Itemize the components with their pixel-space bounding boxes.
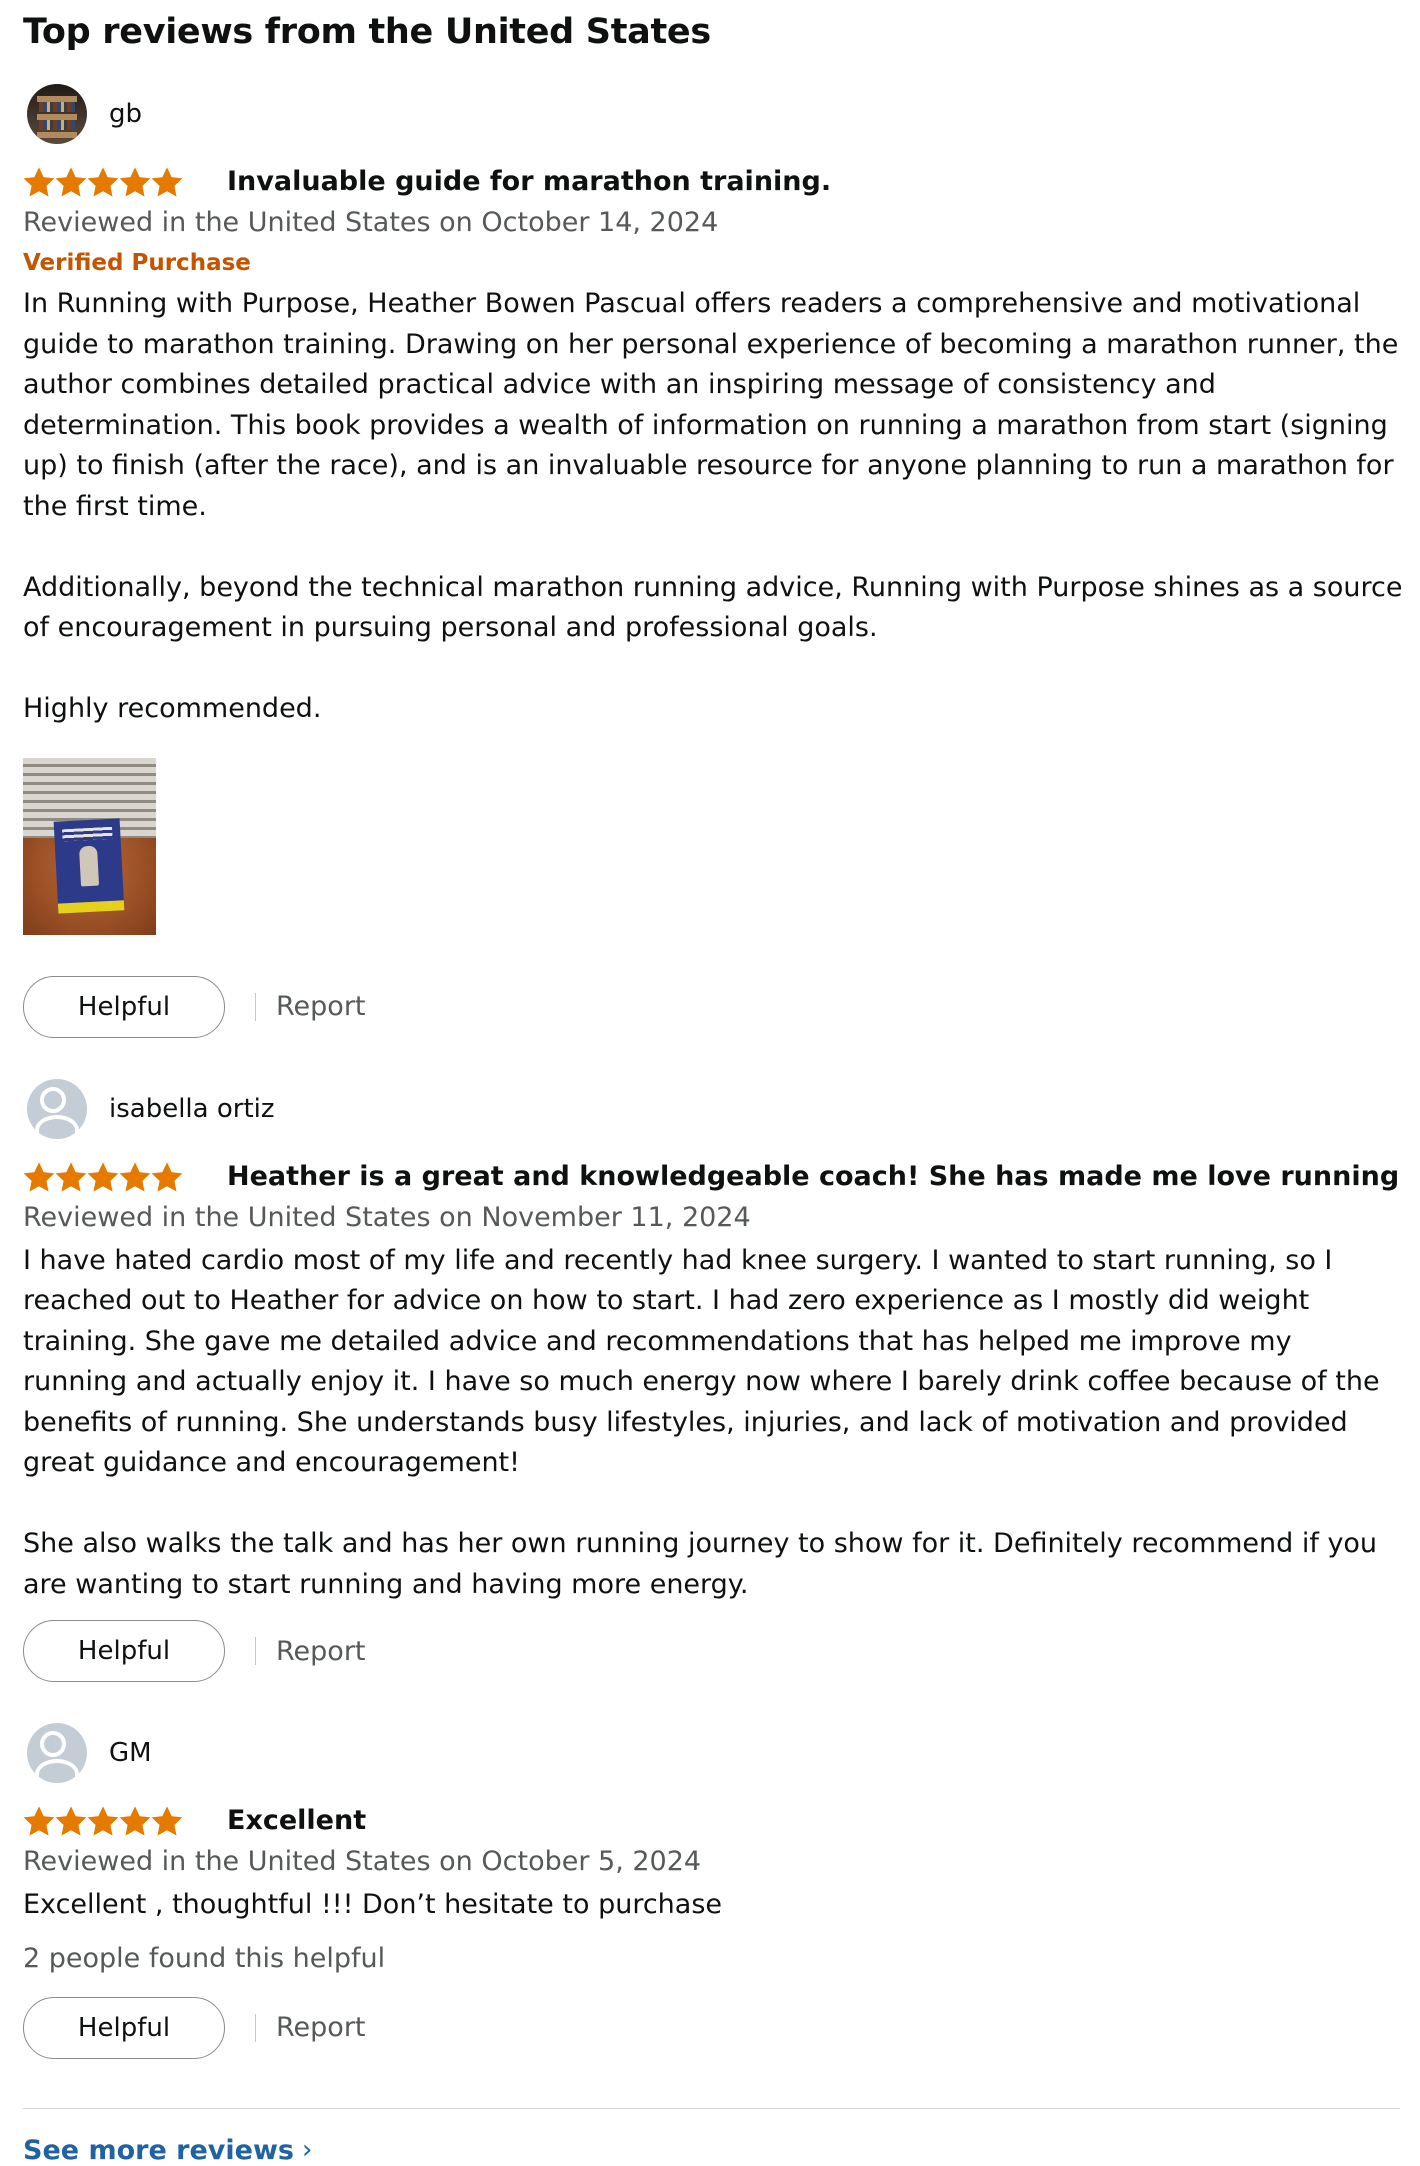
report-link[interactable]: Report — [276, 991, 366, 1022]
section-title: Top reviews from the United States — [23, 12, 711, 52]
divider — [255, 1637, 256, 1665]
helpful-button[interactable]: Helpful — [23, 1997, 225, 2059]
reviewer-name[interactable]: GM — [109, 1738, 152, 1768]
reviewer-profile[interactable] — [27, 1721, 1397, 1785]
review-actions — [23, 975, 1397, 1039]
star-icon — [151, 1162, 183, 1192]
star-icon — [119, 1806, 151, 1836]
star-icon — [151, 167, 183, 197]
star-icon — [55, 167, 87, 197]
star-rating[interactable] — [23, 1162, 183, 1192]
verified-purchase-badge[interactable]: Verified Purchase — [23, 250, 251, 276]
review-body — [23, 1241, 1403, 1606]
see-more-reviews-link[interactable] — [23, 2135, 1397, 2166]
review-body — [23, 1885, 1403, 1926]
chevron-right-icon: › — [302, 2135, 313, 2165]
review-actions — [23, 1996, 1397, 2060]
review-paragraph: Highly recommended. — [23, 693, 322, 724]
review-paragraph: She also walks the talk and has her own running journey to show for it. Definitely recommend if you are wanting to start running and having more energy. — [23, 1528, 1378, 1600]
reviewer-name[interactable]: isabella ortiz — [109, 1093, 275, 1124]
star-icon — [23, 1806, 55, 1836]
star-icon — [151, 1806, 183, 1836]
review-body — [23, 284, 1403, 730]
review-paragraph: Additionally, beyond the technical marathon running advice, Running with Purpose shines as a source of encouragement in pursuing personal and professional goals. — [23, 571, 1403, 643]
helpful-button[interactable]: Helpful — [23, 976, 225, 1038]
star-rating[interactable] — [23, 167, 183, 197]
report-link[interactable]: Report — [276, 2012, 366, 2043]
star-icon — [87, 1806, 119, 1836]
review — [23, 1721, 1397, 2060]
avatar[interactable] — [27, 1723, 87, 1783]
star-icon — [55, 1806, 87, 1836]
review-image-thumbnail[interactable] — [23, 758, 156, 935]
star-icon — [119, 1162, 151, 1192]
review-date: Reviewed in the United States on October 14, 2024 — [23, 207, 719, 238]
review-title[interactable]: Excellent — [227, 1805, 367, 1836]
review-date: Reviewed in the United States on October 5, 2024 — [23, 1846, 702, 1877]
review-paragraph: Excellent , thoughtful !!! Don’t hesitate to purchase — [23, 1889, 723, 1920]
review-actions — [23, 1619, 1397, 1683]
star-icon — [23, 167, 55, 197]
review-title[interactable]: Invaluable guide for marathon training. — [227, 166, 832, 197]
star-icon — [87, 167, 119, 197]
star-rating[interactable] — [23, 1806, 183, 1836]
reviewer-name[interactable]: gb — [109, 99, 143, 129]
helpful-count: 2 people found this helpful — [23, 1942, 386, 1974]
book-cover — [54, 818, 125, 913]
review-title[interactable]: Heather is a great and knowledgeable coach! She has made me love running — [227, 1160, 1400, 1192]
star-icon — [119, 167, 151, 197]
avatar[interactable] — [27, 1079, 87, 1139]
divider — [255, 993, 256, 1021]
avatar[interactable] — [27, 84, 87, 144]
report-link[interactable]: Report — [276, 1635, 366, 1667]
reviewer-profile[interactable] — [27, 82, 1397, 146]
star-icon — [55, 1162, 87, 1192]
section-divider — [23, 2108, 1400, 2109]
review-date: Reviewed in the United States on November 11, 2024 — [23, 1201, 751, 1233]
review — [23, 1077, 1400, 1684]
divider — [255, 2014, 256, 2042]
review-paragraph: In Running with Purpose, Heather Bowen Pascual offers readers a comprehensive and motivational guide to marathon training. Drawing on her personal experience of becoming a marathon runner, the author combines detailed practical advice with an inspiring message of consistency and determination. This book provides a wealth of information on running a marathon from start (signing up) to finish (after the race), and is an invaluable resource for anyone planning to run a marathon for the first time. — [23, 288, 1399, 522]
star-icon — [23, 1162, 55, 1192]
star-icon — [87, 1162, 119, 1192]
review — [23, 82, 1403, 1039]
see-more-label[interactable]: See more reviews — [23, 2134, 294, 2166]
reviewer-profile[interactable] — [27, 1077, 1397, 1141]
review-paragraph: I have hated cardio most of my life and recently had knee surgery. I wanted to start running, so I reached out to Heather for advice on how to start. I had zero experience as I mostly did weight training. She gave me detailed advice and recommendations that has helped me improve my running and actually enjoy it. I have so much energy now where I barely drink coffee because of the benefits of running. She understands busy lifestyles, injuries, and lack of motivation and provided great guidance and encouragement! — [23, 1244, 1380, 1478]
helpful-button[interactable]: Helpful — [23, 1620, 225, 1682]
